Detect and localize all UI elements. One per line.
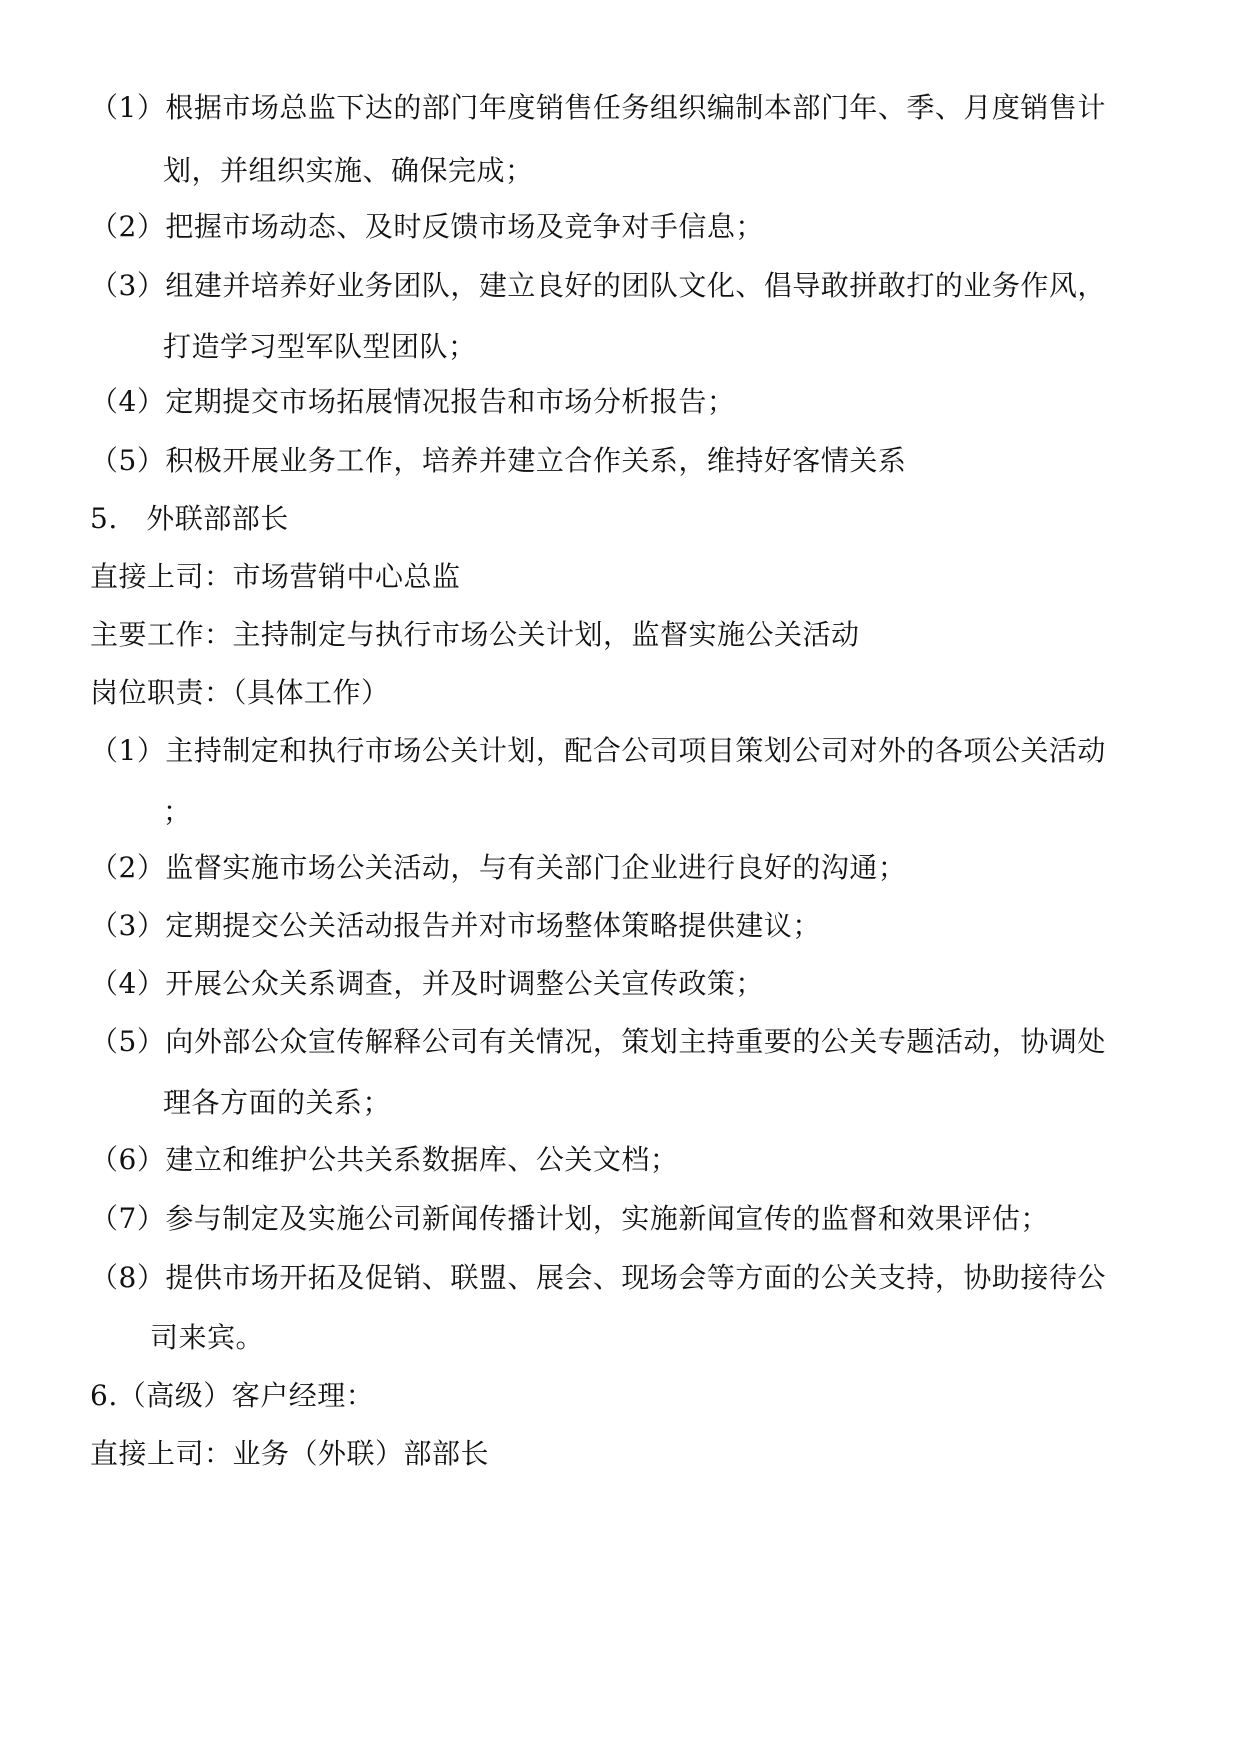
sales-duty-item-2: （2）把握市场动态、及时反馈市场及竞争对手信息； — [90, 210, 764, 243]
pr-duty-item-8-continued: 司来宾。 — [150, 1321, 265, 1354]
section-5-supervisor: 直接上司：市场营销中心总监 — [90, 560, 461, 593]
sales-duty-item-1-continued: 划，并组织实施、确保完成； — [163, 154, 534, 187]
section-5-duties-label: 岗位职责：（具体工作） — [90, 676, 390, 709]
pr-duty-item-6: （6）建立和维护公共关系数据库、公关文档； — [90, 1143, 679, 1176]
pr-duty-item-3: （3）定期提交公关活动报告并对市场整体策略提供建议； — [90, 909, 821, 942]
sales-duty-item-3: （3）组建并培养好业务团队，建立良好的团队文化、倡导敢拼敢打的业务作风， — [90, 269, 1106, 302]
pr-duty-item-4: （4）开展公众关系调查，并及时调整公关宣传政策； — [90, 967, 764, 1000]
sales-duty-item-3-continued: 打造学习型军队型团队； — [163, 330, 477, 363]
pr-duty-item-1-continued: ； — [163, 795, 192, 828]
section-5-main-work: 主要工作：主持制定与执行市场公关计划，监督实施公关活动 — [90, 618, 860, 651]
section-6-supervisor: 直接上司：业务（外联）部部长 — [90, 1437, 490, 1470]
section-5-heading: 5. 外联部部长 — [90, 502, 289, 535]
pr-duty-item-5: （5）向外部公众宣传解释公司有关情况，策划主持重要的公关专题活动，协调处 — [90, 1025, 1106, 1058]
sales-duty-item-1: （1）根据市场总监下达的部门年度销售任务组织编制本部门年、季、月度销售计 — [90, 91, 1106, 124]
pr-duty-item-1: （1）主持制定和执行市场公关计划，配合公司项目策划公司对外的各项公关活动 — [90, 734, 1106, 767]
pr-duty-item-8: （8）提供市场开拓及促销、联盟、展会、现场会等方面的公关支持，协助接待公 — [90, 1261, 1106, 1294]
pr-duty-item-7: （7）参与制定及实施公司新闻传播计划，实施新闻宣传的监督和效果评估； — [90, 1202, 1049, 1235]
pr-duty-item-5-continued: 理各方面的关系； — [163, 1086, 392, 1119]
sales-duty-item-5: （5）积极开展业务工作，培养并建立合作关系，维持好客情关系 — [90, 444, 907, 477]
sales-duty-item-4: （4）定期提交市场拓展情况报告和市场分析报告； — [90, 385, 736, 418]
pr-duty-item-2: （2）监督实施市场公关活动，与有关部门企业进行良好的沟通； — [90, 851, 907, 884]
section-6-heading: 6.（高级）客户经理： — [90, 1379, 375, 1412]
